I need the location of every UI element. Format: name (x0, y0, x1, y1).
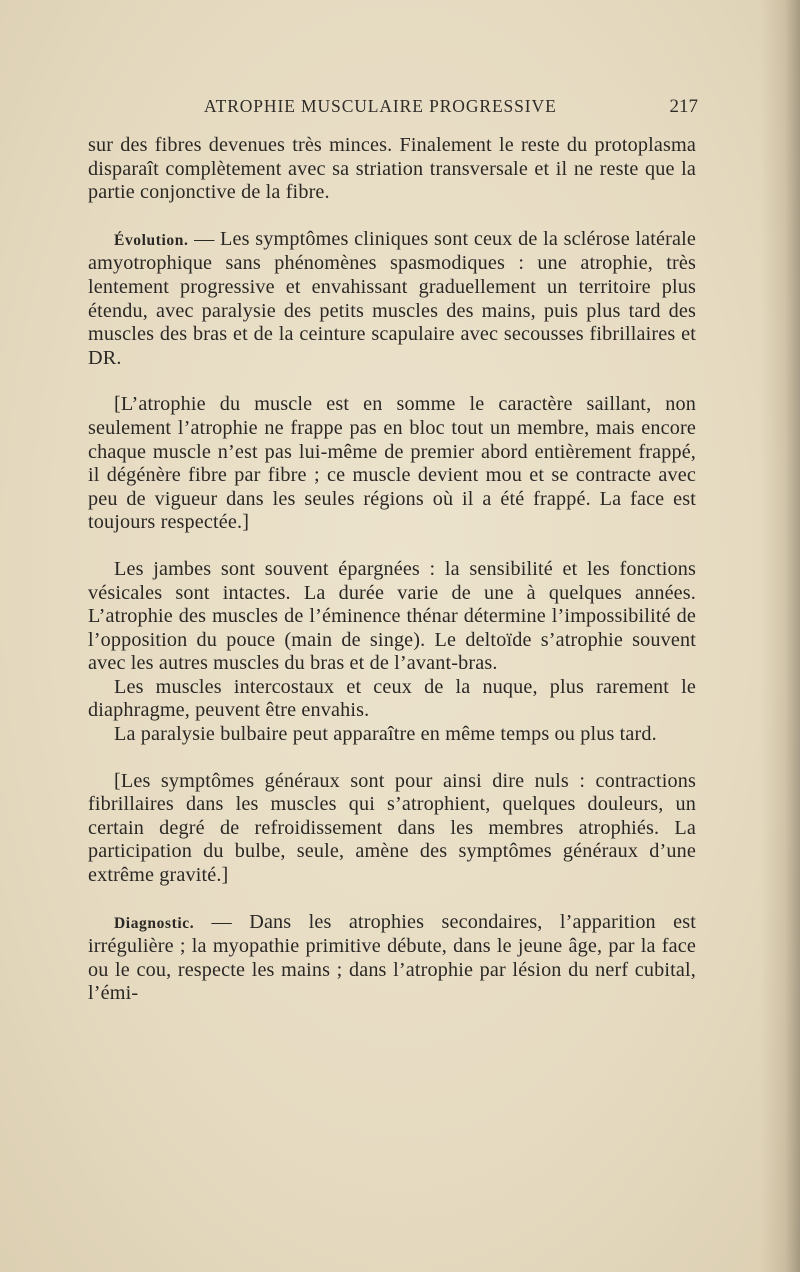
paragraph-fibres: sur des fibres devenues très minces. Finalement le reste du protoplasma disparaît complètement avec sa striation transversale et il ne reste que la partie conjonctive de la fibre. (88, 134, 696, 204)
evolution-text: — Les symptômes cliniques sont ceux de la sclérose latérale amyotrophique sans phénomènes spasmodiques : une atrophie, très lentement progressive et envahissant graduellement un territoire plus étendu, avec paralysie des petits muscles des mains, puis plus tard des muscles des bras et de la ceinture scapulaire avec secousses fibrillaires et DR. (88, 227, 696, 369)
page-number: 217 (669, 96, 698, 117)
diagnostic-text: — Dans les atrophies secondaires, l’apparition est irrégulière ; la myopathie primitive débute, dans le jeune âge, par la face ou le cou, respecte les mains ; dans l’atrophie par lésion du nerf cubital, l’émi- (88, 910, 696, 1005)
paragraph-symptomes-generaux: [Les symptômes généraux sont pour ainsi dire nuls : contractions fibrillaires dans les muscles qui s’atrophient, quelques douleurs, un certain degré de refroidissement dans les membres atrophiés. La participation du bulbe, seule, amène des symptômes généraux d’une extrême gravité.] (88, 769, 696, 887)
running-title: ATROPHIE MUSCULAIRE PROGRESSIVE (204, 96, 557, 116)
paragraph-atrophie: [L’atrophie du muscle est en somme le caractère saillant, non seulement l’atrophie ne frappe pas en bloc tout un membre, mais encore chaque muscle n’est pas lui-même de premier abord entièrement frappé, il dégénère fibre par fibre ; ce muscle devient mou et se contracte avec peu de vigueur dans les seules régions où il a été frappé. La face est toujours respectée.] (88, 393, 696, 534)
paragraph-diagnostic (88, 911, 696, 1006)
paragraph-bulbaire: La paralysie bulbaire peut apparaître en même temps ou plus tard. (114, 723, 657, 746)
page-header (88, 96, 698, 122)
paragraph-evolution (88, 228, 696, 371)
paragraph-intercostaux: Les muscles intercostaux et ceux de la nuque, plus rarement le diaphragme, peuvent être envahis. (88, 675, 696, 722)
paragraph-jambes: Les jambes sont souvent épargnées : la sensibilité et les fonctions vésicales sont intactes. La durée varie de une à quelques années. L’atrophie des muscles de l’éminence thénar détermine l’impossibilité de l’opposition du pouce (main de singe). Le deltoïde s’atrophie souvent avec les autres muscles du bras et de l’avant-bras. (88, 557, 696, 675)
evolution-heading: Évolution. (114, 231, 189, 249)
diagnostic-heading: Diagnostic. (114, 914, 195, 932)
body-text (88, 134, 696, 1006)
